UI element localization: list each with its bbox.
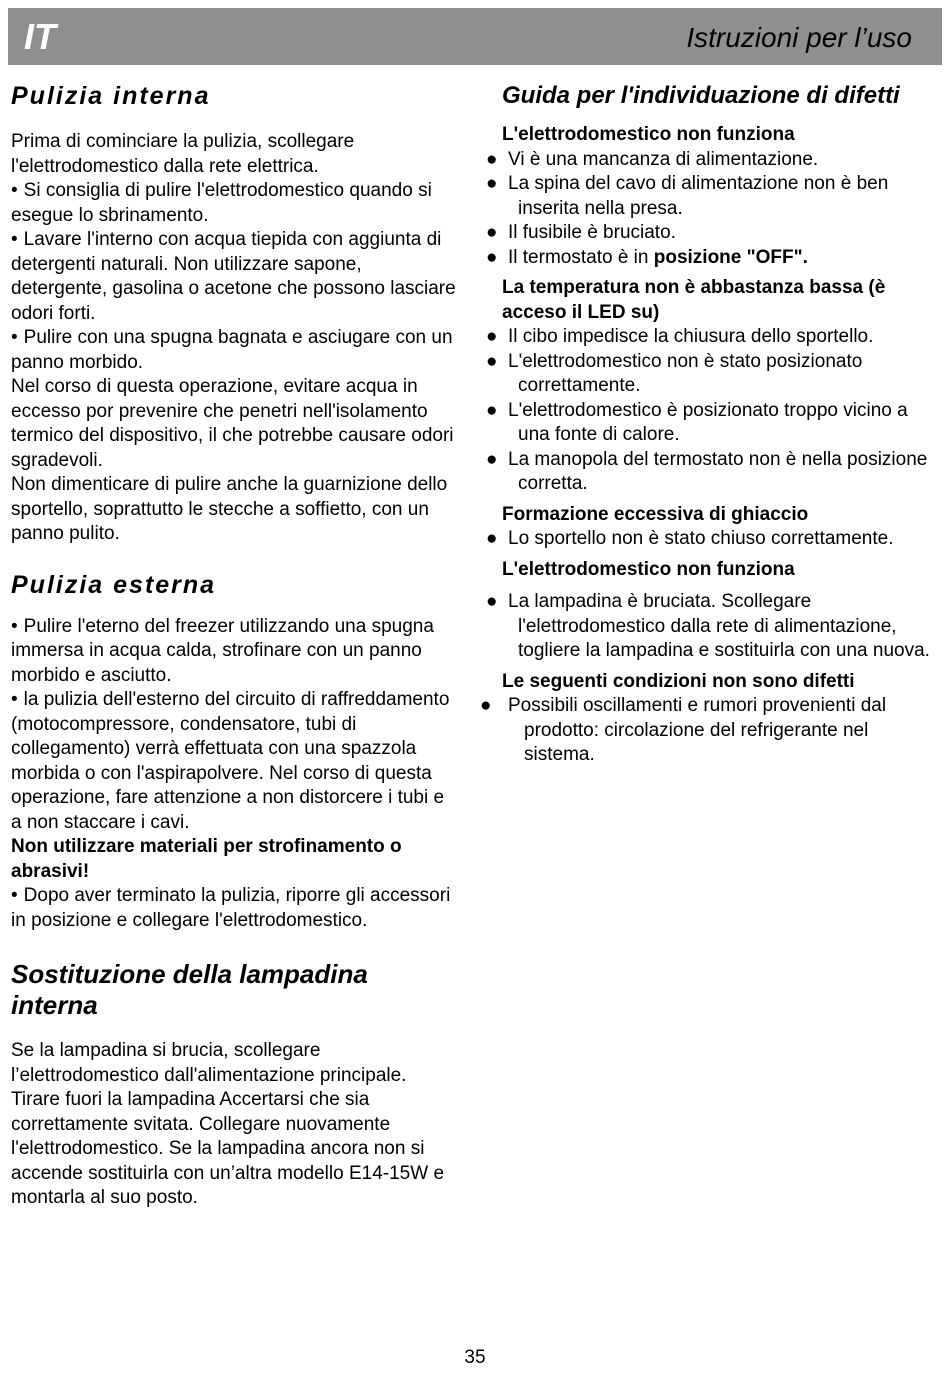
troubleshooting-heading: Guida per l'individuazione di difetti xyxy=(502,82,900,109)
page-header xyxy=(8,8,942,65)
internal-paragraph: Nel corso di questa operazione, evitare acqua in eccesso por prevenire che penetri nell'isolamento termico del dispositivo, il che potrebbe causare odori sgradevoli. xyxy=(11,376,454,471)
fault-item: ● Lo sportello non è stato chiuso correttamente. xyxy=(486,528,894,549)
fault-item: ● Vi è una mancanza di alimentazione. xyxy=(486,148,819,170)
fault-item: ● Il cibo impedisce la chiusura dello sportello. xyxy=(486,326,874,347)
page-number: 35 xyxy=(464,1347,486,1368)
language-code: IT xyxy=(24,16,56,57)
lamp-replacement-text: Se la lampadina si brucia, scollegare l’elettrodomestico dall'alimentazione principale. Tirare fuori la lampadina Accertarsi che sia correttamente svitata. Collegare nuovamente l'elettrodomestico. Se la lampadina ancora non si accende sostituirla con un’altra modello E14-15W e montarla al suo posto. xyxy=(11,1040,445,1208)
fault-item: ● Possibili oscillamenti e rumori provenienti dal prodotto: circolazione del refrigerante nel sistema. xyxy=(480,695,887,765)
external-cleaning-heading: Pulizia esterna xyxy=(11,570,217,599)
left-column xyxy=(11,80,456,1211)
fault-item: ● L'elettrodomestico è posizionato troppo vicino a una fonte di calore. xyxy=(486,399,908,445)
external-bullet: • Pulire l'eterno del freezer utilizzando una spugna immersa in acqua calda, strofinare con un panno morbido e asciutto. xyxy=(11,615,434,686)
right-column xyxy=(480,80,942,768)
fault-item: ● Il termostato è in posizione "OFF". xyxy=(486,246,808,268)
fault-item: ● La lampadina è bruciata. Scollegare l'elettrodomestico dalla rete di alimentazione, togliere la lampadina e sostituirla con una nuova. xyxy=(486,591,930,661)
internal-bullet: • Pulire con una spugna bagnata e asciugare con un panno morbido. xyxy=(11,327,453,373)
external-bullet: • la pulizia dell'esterno del circuito di raffreddamento (motocompressore, condensatore, tubi di collegamento) verrà effettuata con una spazzola morbida o con l'aspirapolvere. Nel corso di questa operazione, fare attenzione a non distorcere i tubi e a non staccare i cavi. xyxy=(11,689,450,833)
internal-paragraph: Non dimenticare di pulire anche la guarnizione dello sportello, soprattutto le stecche a soffietto, con un panno pulito. xyxy=(11,474,448,544)
document-title: Istruzioni per l’uso xyxy=(686,22,912,53)
fault-item: ● L'elettrodomestico non è stato posizionato correttamente. xyxy=(486,350,863,396)
lamp-replacement-heading: Sostituzione della lampadina interna xyxy=(11,959,368,1020)
fault-title: L'elettrodomestico non funziona xyxy=(502,558,795,580)
fault-title: Le seguenti condizioni non sono difetti xyxy=(502,670,855,692)
fault-title: L'elettrodomestico non funziona xyxy=(502,124,795,145)
internal-bullet: • Si consiglia di pulire l'elettrodomestico quando si esegue lo sbrinamento. xyxy=(11,180,432,226)
fault-item: ● Il fusibile è bruciato. xyxy=(486,222,676,243)
external-bullet: • Dopo aver terminato la pulizia, riporre gli accessori in posizione e collegare l'elettrodomestico. xyxy=(11,885,451,931)
fault-title: La temperatura non è abbastanza bassa (è acceso il LED su) xyxy=(502,277,886,323)
internal-intro: Prima di cominciare la pulizia, scollegare l'elettrodomestico dalla rete elettrica. xyxy=(11,131,355,177)
fault-item: ● La manopola del termostato non è nella posizione corretta. xyxy=(486,448,928,494)
fault-item: ● La spina del cavo di alimentazione non è ben inserita nella presa. xyxy=(486,173,889,219)
internal-cleaning-heading: Pulizia interna xyxy=(11,82,211,110)
internal-bullet: • Lavare l'interno con acqua tiepida con aggiunta di detergenti naturali. Non utilizzare sapone, detergente, gasolina o acetone che possono lasciare odori forti. xyxy=(11,229,456,324)
fault-title: Formazione eccessiva di ghiaccio xyxy=(502,503,809,525)
abrasive-warning: Non utilizzare materiali per strofinamento o abrasivi! xyxy=(11,836,402,882)
